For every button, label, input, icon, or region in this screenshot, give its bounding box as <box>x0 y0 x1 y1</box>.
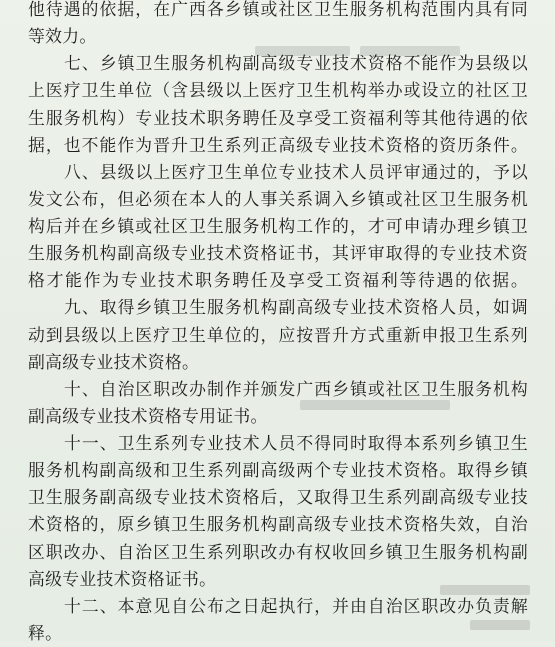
document-body <box>28 0 528 641</box>
text-line: 据，也不能作为晋升卫生系列正高级专业技术资格的资历条件。 <box>28 134 528 155</box>
text-line: 区职改办、自治区卫生系列职改办有权收回乡镇卫生服务机构副 <box>28 541 528 562</box>
text-line: 十、自治区职改办制作并颁发广西乡镇或社区卫生服务机构 <box>64 378 528 399</box>
text-line: 十一、卫生系列专业技术人员不得同时取得本系列乡镇卫生 <box>64 433 528 454</box>
text-line: 十二、本意见自公布之日起执行，并由自治区职改办负责解 <box>64 595 528 616</box>
text-line: 释。 <box>28 623 63 643</box>
text-line: 服务机构副高级和卫生系列副高级两个专业技术资格。取得乡镇 <box>28 460 528 481</box>
text-line: 等效力。 <box>28 26 97 47</box>
text-line: 卫生服务副高级专业技术资格后，又取得卫生系列副高级专业技 <box>28 487 528 508</box>
text-line: 构后并在乡镇或社区卫生服务机构工作的，才可申请办理乡镇卫 <box>28 216 528 237</box>
text-line: 八、县级以上医疗卫生单位专业技术人员评审通过的，予以 <box>64 161 528 182</box>
text-line: 副高级专业技术资格专用证书。 <box>28 405 268 426</box>
text-line: 七、乡镇卫生服务机构副高级专业技术资格不能作为县级以 <box>64 53 528 74</box>
text-line: 术资格的，原乡镇卫生服务机构副高级专业技术资格失效，自治 <box>28 514 528 535</box>
text-line: 九、取得乡镇卫生服务机构副高级专业技术资格人员，如调 <box>64 297 528 318</box>
text-line: 发文公布，但必须在本人的人事关系调入乡镇或社区卫生服务机 <box>28 188 528 209</box>
text-line: 副高级专业技术资格。 <box>28 351 200 372</box>
text-line: 生服务机构副高级专业技术资格证书，其评审取得的专业技术资 <box>28 243 528 264</box>
text-line: 上医疗卫生单位（含县级以上医疗卫生机构举办或设立的社区卫 <box>28 80 528 101</box>
text-line: 他待遇的依据，在广西各乡镇或社区卫生服务机构范围内具有同 <box>28 0 528 19</box>
text-line: 格才能作为专业技术职务聘任及享受工资福利等待遇的依据。 <box>28 270 528 291</box>
text-line: 动到县级以上医疗卫生单位的，应按晋升方式重新申报卫生系列 <box>28 324 528 345</box>
text-line: 高级专业技术资格证书。 <box>28 568 217 589</box>
text-line: 生服务机构）专业技术职务聘任及享受工资福利等其他待遇的依 <box>28 107 528 128</box>
